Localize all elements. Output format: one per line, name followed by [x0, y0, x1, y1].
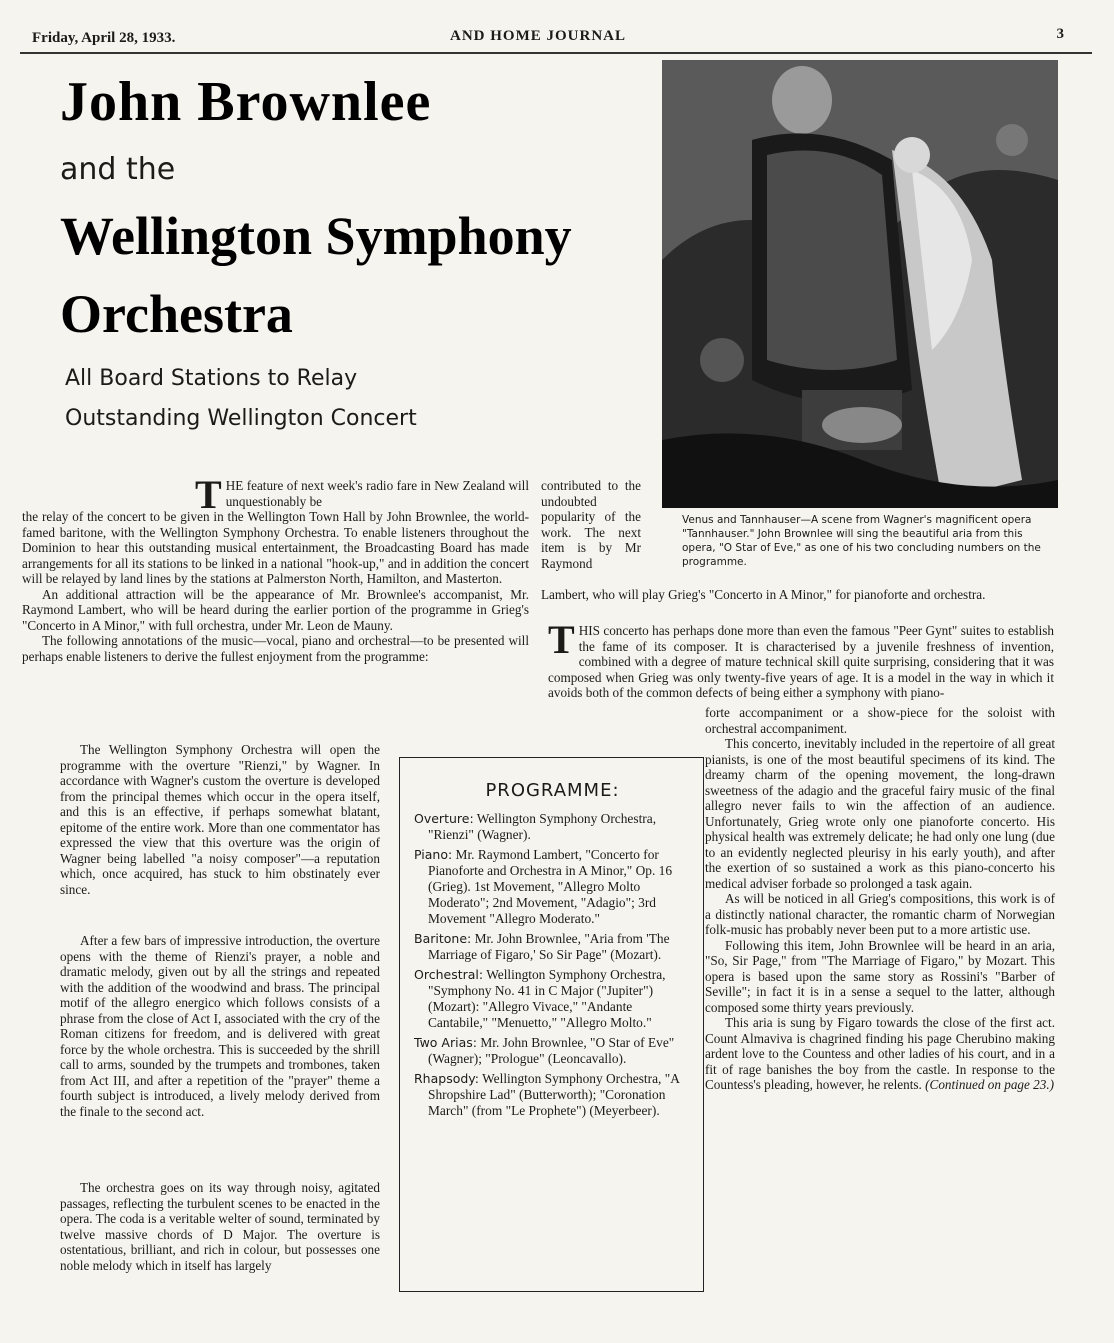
programme-item — [414, 1035, 691, 1067]
headline-name: John Brownlee — [60, 71, 432, 133]
paragraph-overture — [60, 933, 380, 1119]
column-contributed: contributed to the undoubted popularity of the work. The next item is by Mr Raymond — [541, 478, 641, 571]
overture-text: After a few bars of impressive introduction, the overture opens with the theme of Rienzi's prayer, a noble and dramatic melody, given out by all the strings and repeated with the addition of the woodwind and brass. The principal motif of the allegro energico which follows consists of a phrase from the close of Act I, associated with the cry of the Roman citizens for freedom, and is delivered with great force by the whole orchestra. This is succeeded by the shrill call to arms, sounded by the trumpets and trombones, taken from Act III, and after a repetition of the "prayer" theme a fourth subject is introduced, a lively melody derived from the finale to the second act. — [60, 933, 380, 1119]
paragraph-rienzi — [60, 742, 380, 897]
intro-dropcap: T — [195, 472, 222, 517]
programme-box — [399, 757, 704, 1292]
programme-item — [414, 1071, 691, 1119]
programme-item — [414, 967, 691, 1031]
paragraph-accompanist: An additional attraction will be the appearance of Mr. Brownlee's accompanist, Mr. Raymond Lambert, who will be heard during the earlier portion of the programme in Grieg's "Concerto in A Minor," with full orchestra, under Mr. Leon de Mauny. — [22, 586, 529, 633]
paragraph-repertoire: This concerto, inevitably included in the repertoire of all great pianists, is one of the most beautiful specimens of its kind. The dreamy charm of the opening movement, the long-drawn sweetness of the adagio and the graceful fairy music of the final allegro never fails to win the affection of an audience. Unfortunately, Grieg wrote only one pianoforte concerto. His physical health was extremely delicate; he had only one lung (due to an evidently neglected pleurisy in his early youth), and after the exertion of so sustained a work as this piano-concerto his medical adviser forbade so prolonged a task again. — [705, 736, 1055, 891]
issue-date: Friday, April 28, 1933. — [32, 30, 176, 46]
programme-item-text: Mr. John Brownlee, "O Star of Eve" (Wagner); "Prologue" (Leoncavallo). — [428, 1035, 675, 1066]
programme-item-text: Mr. John Brownlee, "Aria from 'The Marriage of Figaro,' So Sir Page" (Mozart). — [428, 931, 670, 962]
continued-note: (Continued on page 23.) — [925, 1077, 1055, 1092]
paragraph-annotations: The following annotations of the music—vocal, piano and orchestral—to be presented will perhaps enable listeners to derive the fullest enjoyment from the programme: — [22, 633, 529, 664]
programme-item — [414, 847, 691, 927]
paragraph-figaro: Following this item, John Brownlee will be heard in an aria, "So, Sir Page," from "The Marriage of Figaro," by Mozart. This opera is based upon the same story as Rossini's "Barber of Seville"; in fact it is in a sense a sequel to the latter, although composed some thirty years previously. — [705, 937, 1055, 1015]
programme-item-text: Wellington Symphony Orchestra, "Rienzi" (Wagner). — [428, 811, 657, 842]
programme-item-label: Baritone: — [414, 931, 472, 946]
programme-item — [414, 931, 691, 963]
programme-item-label: Piano: — [414, 847, 453, 862]
masthead — [30, 26, 1084, 50]
programme-item-label: Two Arias: — [414, 1035, 477, 1050]
programme-title: PROGRAMME: — [485, 780, 620, 801]
coda-text: The orchestra goes on its way through noisy, agitated passages, reflecting the turbulent scenes to be enacted in the opera. The coda is a veritable welter of sound, terminated by twelve massive chords of D Major. The overture is ostentatious, brilliant, and rich in colour, but possesses one noble melody which in itself has largely — [60, 1180, 380, 1273]
painting-illustration — [662, 60, 1058, 508]
paragraph-coda — [60, 1180, 380, 1273]
subheadline-line2: Outstanding Wellington Concert — [65, 406, 417, 431]
paragraph-aria — [705, 1015, 1055, 1093]
programme-item-text: Wellington Symphony Orchestra, "Symphony No. 41 in C Major ("Jupiter") (Mozart): "Allegro Vivace," "Andante Cantabile," "Menuetto," "Allegro Molto." — [428, 967, 666, 1030]
column-lambert: Lambert, who will play Grieg's "Concerto in A Minor," for pianoforte and orchestra. — [541, 587, 986, 602]
paragraph-national: As will be noticed in all Grieg's compositions, this work is of a distinctly national character, the romantic charm of Norwegian folk-music has probably never been put to a more artistic use. — [705, 891, 1055, 937]
headline-orchestra-line2: Orchestra — [60, 284, 293, 344]
subheadline-line1: All Board Stations to Relay — [65, 366, 358, 391]
programme-item-text: Mr. Raymond Lambert, "Concerto for Pianoforte and Orchestra in A Minor," Op. 16 (Grieg). 1st Movement, "Allegro Molto Moderato"; 2nd Movement, "Adagio"; 3rd Movement "Allegro Moderato." — [428, 847, 673, 926]
paragraph-pianoforte: forte accompaniment or a show-piece for the soloist with orchestral accompaniment. — [705, 705, 1055, 736]
headline-and: and the — [60, 152, 176, 187]
aria-text: This aria is sung by Figaro towards the close of the first act. Count Almaviva is chagrined finding his page Cherubino making ardent love to the Countess and other ladies of his court, and in a fit of rage banishes the boy from the castle. In response to the Countess's pleading, however, he relents. — [705, 1015, 1055, 1092]
painting-image — [662, 60, 1058, 508]
column-right — [705, 705, 1055, 1093]
headline-orchestra-line1: Wellington Symphony — [60, 206, 572, 266]
lead-paragraph: the relay of the concert to be given in the Wellington Town Hall by John Brownlee, the world-famed baritone, with the Wellington Symphony Orchestra. To enable listeners throughout the Dominion to hear this outstanding musical entertainment, the Broadcasting Board has made arrangements for all its stations to be linked in a national "hook-up," and in addition the concert will be relayed by land lines by the stations at Palmerston North, Hamilton, and Masterton. — [22, 509, 529, 586]
programme-item — [414, 811, 691, 843]
paper-title: AND HOME JOURNAL — [450, 28, 626, 44]
concerto-dropcap: T — [548, 617, 575, 662]
programme-item-text: Wellington Symphony Orchestra, "A Shropshire Lad" (Butterworth); "Coronation March" (from "Le Prophete") (Meyerbeer). — [428, 1071, 680, 1118]
programme-item-label: Rhapsody: — [414, 1071, 479, 1086]
intro-paragraph — [195, 472, 529, 517]
programme-item-label: Orchestral: — [414, 967, 484, 982]
concerto-text-a: HIS concerto has perhaps done more than even the famous "Peer Gynt" suites to — [578, 623, 1005, 638]
photo-caption: Venus and Tannhauser—A scene from Wagner's magnificent opera "Tannhauser." John Brownlee will sing the beautiful aria from this opera, "O Star of Eve," as one of his two concluding numbers on the programme. — [682, 514, 1041, 568]
article-lead — [22, 509, 529, 664]
page-number: 3 — [1056, 26, 1064, 42]
concerto-text-b: establish the fame of its composer. It is characterised by a juvenile freshness of invention, combined with a degree of mature technical skill quite surprising, considering that it was composed when Grieg was only twenty-five years of age. It is a model in the way in which it avoids both of the common defects of being either a symphony with piano- — [548, 623, 1055, 700]
intro-text: HE feature of next week's radio fare in New Zealand will unquestionably be — [225, 478, 529, 509]
rienzi-text: The Wellington Symphony Orchestra will open the programme with the overture "Rienzi," by Wagner. In accordance with Wagner's custom the overture is developed from the principal themes which occur in the opera itself, and this is an effective, if perhaps somewhat blatant, epitome of the entire work. More than one commentator has expressed the view that this overture was the origin of Wagner being labelled "a noisy composer"—a reputation which, once acquired, has stuck to him obstinately ever since. — [60, 742, 380, 897]
programme-item-label: Overture: — [414, 811, 474, 826]
masthead-rule — [20, 52, 1092, 54]
concerto-intro — [548, 617, 1055, 701]
